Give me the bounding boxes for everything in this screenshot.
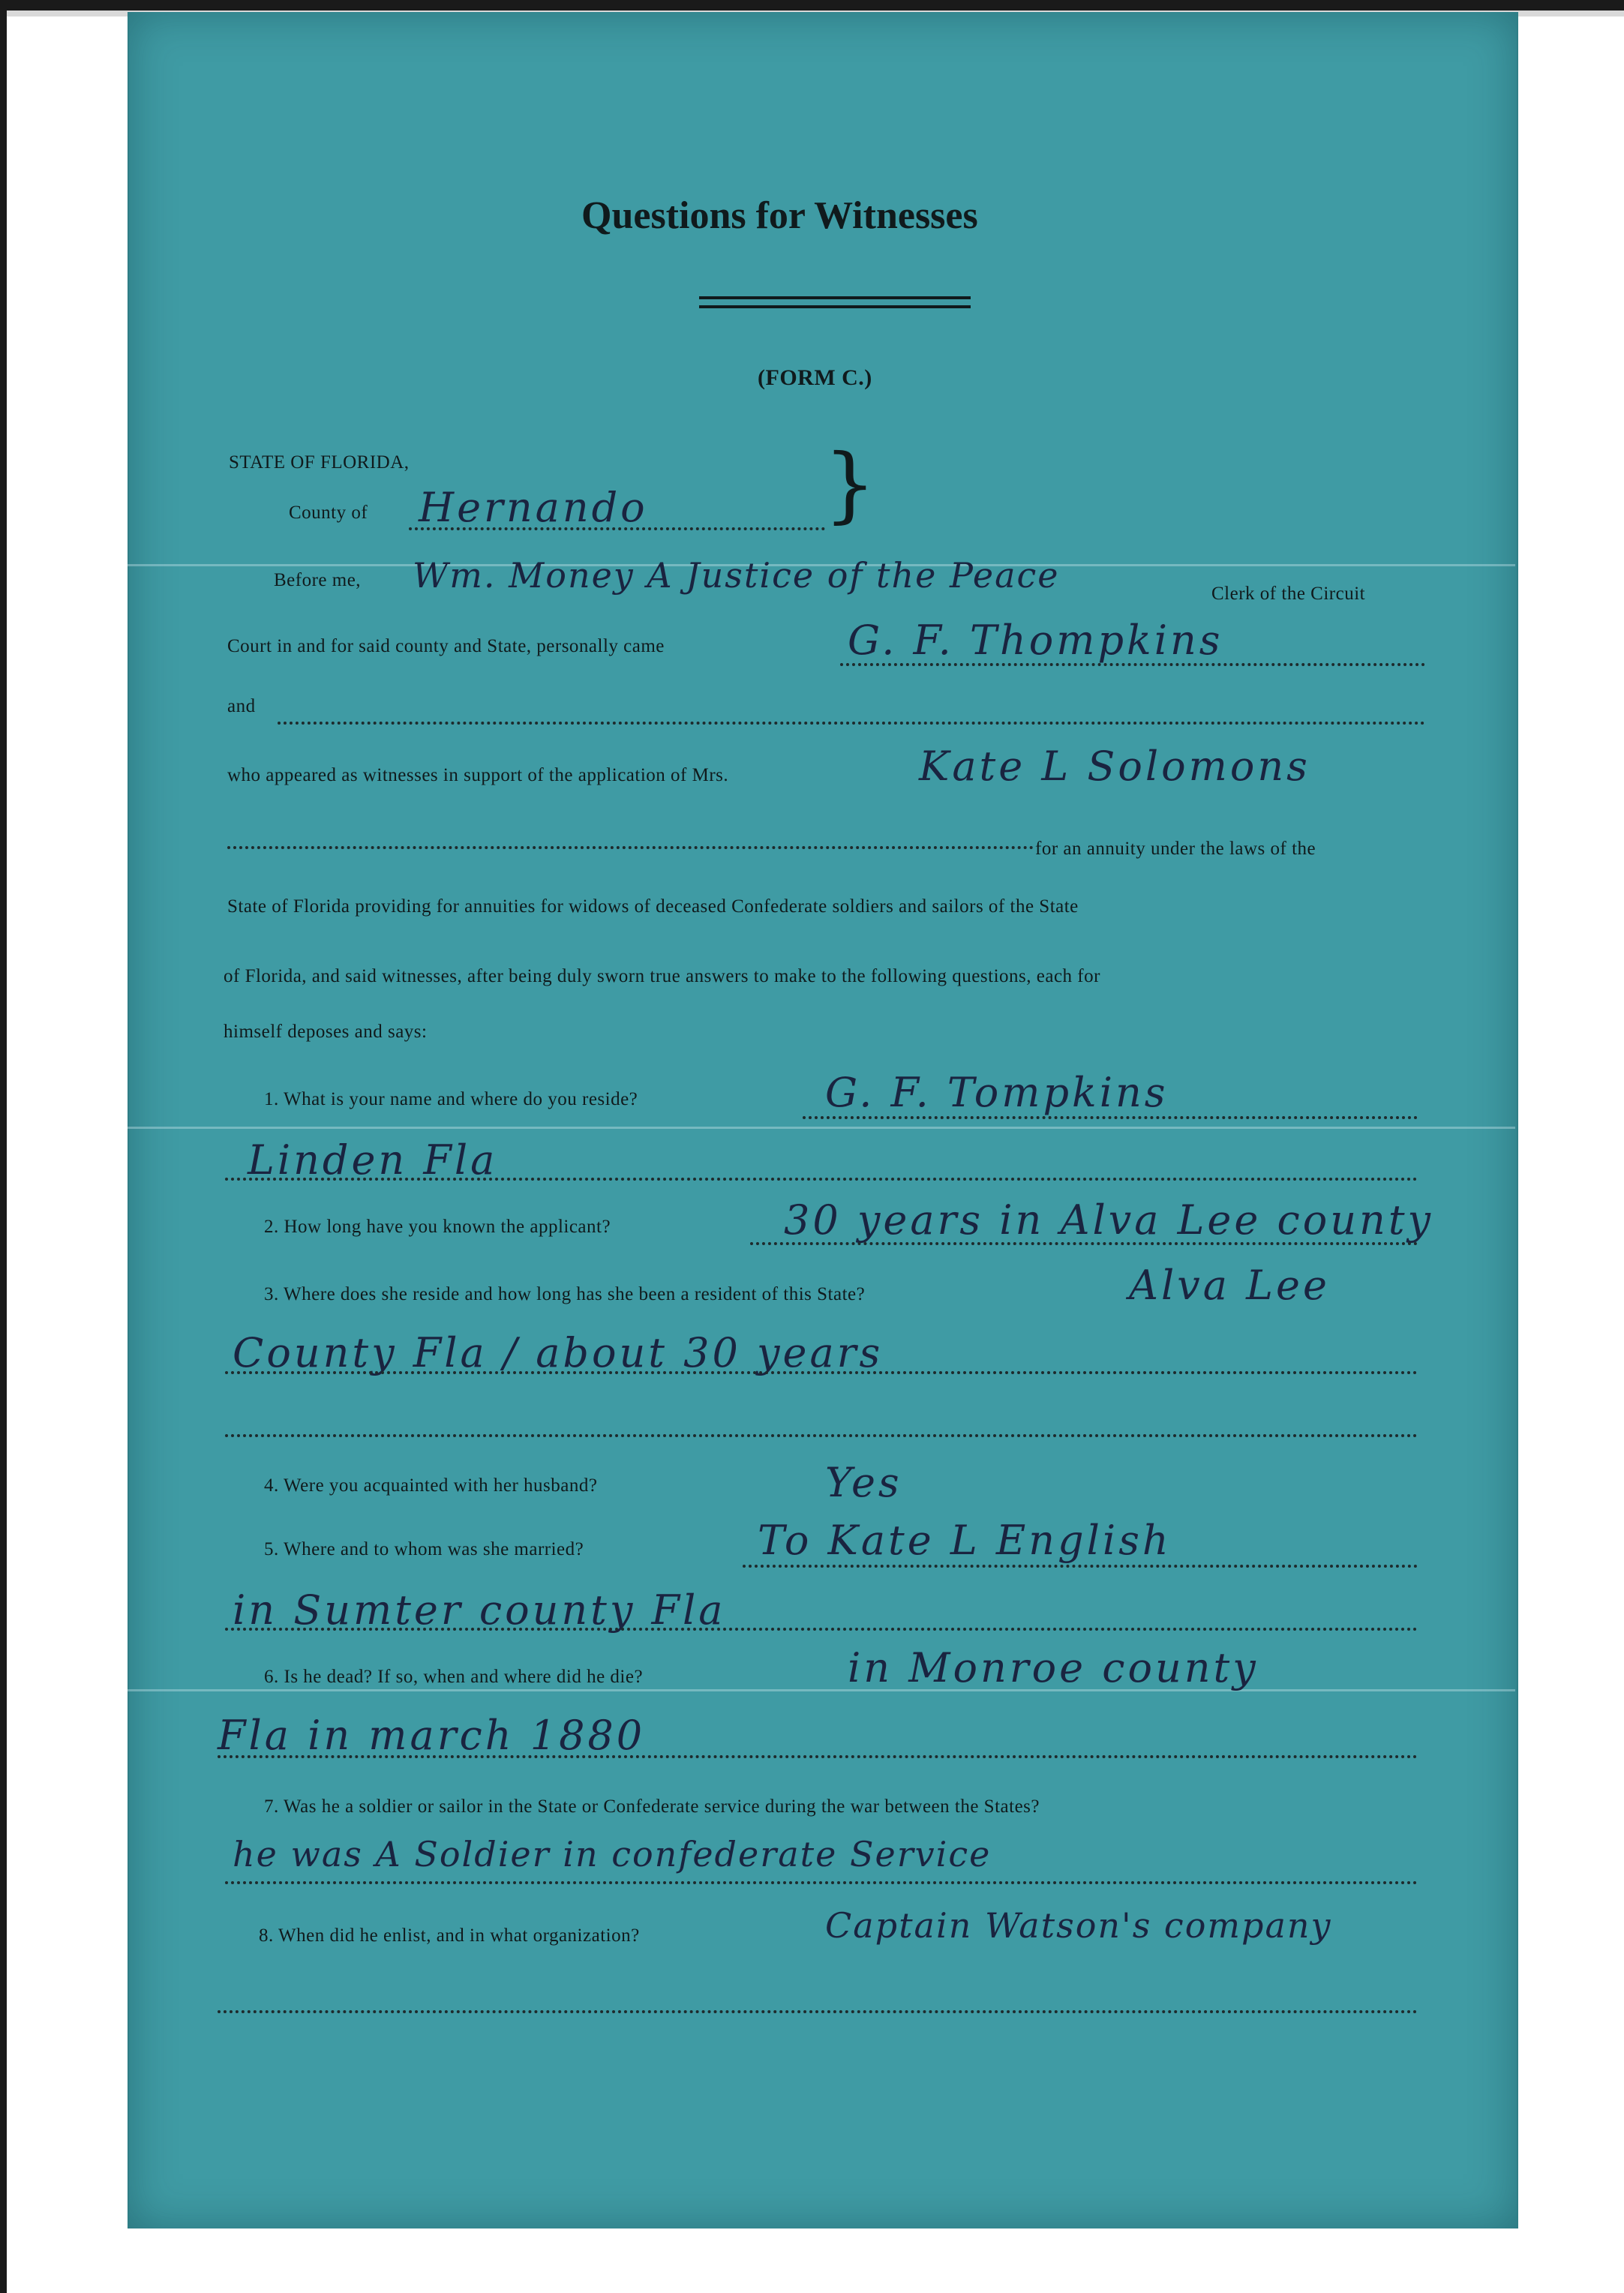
fill-line — [225, 1881, 1418, 1884]
answer-6-line-1: in Monroe county — [848, 1644, 1259, 1691]
fill-line — [227, 846, 1034, 849]
fill-line — [840, 663, 1425, 666]
applicant-name: Kate L Solomons — [919, 743, 1310, 790]
answer-7: he was A Soldier in confederate Service — [233, 1834, 992, 1874]
answer-1-line-2: Linden Fla — [248, 1136, 498, 1184]
fill-line — [278, 722, 1425, 725]
fold-line — [128, 1689, 1515, 1691]
question-2: 2. How long have you known the applicant? — [264, 1217, 611, 1237]
fill-line — [218, 2010, 1418, 2013]
before-me-label: Before me, — [274, 570, 362, 590]
appeared-text: who appeared as witnesses in support of the application of Mrs. — [227, 765, 729, 785]
before-me-value: Wm. Money A Justice of the Peace — [413, 555, 1060, 596]
county-label: County of — [289, 503, 368, 523]
and-label: and — [227, 696, 256, 716]
question-3: 3. Where does she reside and how long has she been a resident of this State? — [264, 1284, 866, 1304]
paragraph-line: State of Florida providing for annuities for widows of deceased Confederate soldiers and sailors of the State — [227, 896, 1079, 917]
title-rule — [699, 305, 971, 308]
paragraph-line: of Florida, and said witnesses, after being duly sworn true answers to make to the following questions, each for — [224, 966, 1100, 986]
title-rule — [699, 296, 971, 299]
answer-3-line-2: County Fla / about 30 years — [233, 1329, 884, 1376]
fold-line — [128, 1127, 1515, 1129]
answer-4: Yes — [825, 1459, 902, 1506]
answer-6-line-2: Fla in march 1880 — [218, 1712, 646, 1759]
witness-one: G. F. Thompkins — [848, 617, 1223, 664]
answer-3-line-1: Alva Lee — [1129, 1262, 1330, 1309]
fill-line — [803, 1116, 1418, 1119]
fill-line — [225, 1628, 1418, 1631]
document-page — [128, 12, 1518, 2228]
answer-5-line-1: To Kate L English — [758, 1517, 1172, 1564]
state-label: STATE OF FLORIDA, — [229, 452, 410, 473]
answer-5-line-2: in Sumter county Fla — [233, 1586, 726, 1634]
paragraph-line: himself deposes and says: — [224, 1022, 428, 1042]
fill-line — [750, 1242, 1418, 1245]
form-id: (FORM C.) — [758, 365, 872, 390]
fill-line — [225, 1371, 1418, 1374]
question-4: 4. Were you acquainted with her husband? — [264, 1475, 598, 1496]
question-7: 7. Was he a soldier or sailor in the State or Confederate service during the war between the States? — [264, 1796, 1040, 1817]
fill-line — [218, 1755, 1418, 1758]
question-5: 5. Where and to whom was she married? — [264, 1539, 584, 1559]
page-title: Questions for Witnesses — [581, 194, 978, 237]
fill-line — [225, 1434, 1418, 1437]
fill-line — [225, 1178, 1418, 1181]
question-6: 6. Is he dead? If so, when and where did he die? — [264, 1667, 644, 1687]
answer-8: Captain Watson's company — [825, 1905, 1332, 1946]
annuity-text: for an annuity under the laws of the — [1035, 839, 1316, 859]
scanner-top-edge — [0, 0, 1624, 11]
question-8: 8. When did he enlist, and in what organization? — [259, 1925, 640, 1946]
court-text: Court in and for said county and State, personally came — [227, 636, 665, 656]
county-brace: } — [824, 436, 876, 532]
county-value: Hernando — [419, 484, 648, 531]
clerk-text: Clerk of the Circuit — [1211, 584, 1366, 604]
fill-line — [409, 527, 825, 530]
question-1: 1. What is your name and where do you reside? — [264, 1089, 638, 1109]
fill-line — [743, 1565, 1418, 1568]
scanner-left-edge — [0, 0, 7, 2293]
answer-2: 30 years in Alva Lee county — [784, 1196, 1434, 1244]
answer-1-line-1: G. F. Tompkins — [825, 1069, 1169, 1116]
